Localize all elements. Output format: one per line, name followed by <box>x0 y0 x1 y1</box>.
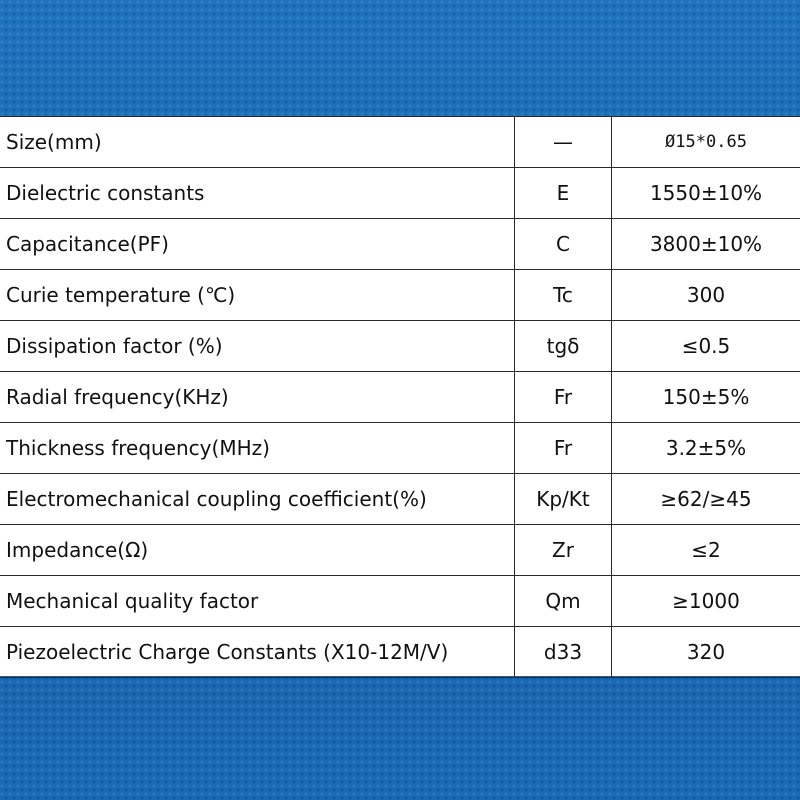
table-row <box>0 576 800 627</box>
parameter-cell: Mechanical quality factor <box>0 576 515 627</box>
value-cell: 150±5% <box>612 372 800 423</box>
parameter-cell: Thickness frequency(MHz) <box>0 423 515 474</box>
value-cell: ≤0.5 <box>612 321 800 372</box>
spec-table <box>0 116 800 678</box>
symbol-cell: Qm <box>515 576 612 627</box>
parameter-cell: Impedance(Ω) <box>0 525 515 576</box>
table-row <box>0 372 800 423</box>
value-cell: 1550±10% <box>612 168 800 219</box>
value-cell: 3800±10% <box>612 219 800 270</box>
parameter-cell: Capacitance(PF) <box>0 219 515 270</box>
spec-sheet <box>0 116 800 676</box>
table-row <box>0 168 800 219</box>
parameter-cell: Piezoelectric Charge Constants (X10-12M/V) <box>0 627 515 678</box>
symbol-cell: Kp/Kt <box>515 474 612 525</box>
symbol-cell: — <box>515 117 612 168</box>
symbol-cell: C <box>515 219 612 270</box>
symbol-cell: E <box>515 168 612 219</box>
symbol-cell: Fr <box>515 372 612 423</box>
value-cell: Ø15*0.65 <box>612 117 800 168</box>
table-row <box>0 117 800 168</box>
table-row <box>0 525 800 576</box>
table-row <box>0 423 800 474</box>
value-cell: 320 <box>612 627 800 678</box>
symbol-cell: Fr <box>515 423 612 474</box>
value-cell: 3.2±5% <box>612 423 800 474</box>
table-row <box>0 270 800 321</box>
table-row <box>0 321 800 372</box>
parameter-cell: Dielectric constants <box>0 168 515 219</box>
value-cell: ≥1000 <box>612 576 800 627</box>
symbol-cell: Zr <box>515 525 612 576</box>
parameter-cell: Radial frequency(KHz) <box>0 372 515 423</box>
parameter-cell: Size(mm) <box>0 117 515 168</box>
table-row <box>0 474 800 525</box>
table-row <box>0 219 800 270</box>
parameter-cell: Electromechanical coupling coefficient(%) <box>0 474 515 525</box>
value-cell: 300 <box>612 270 800 321</box>
symbol-cell: tgδ <box>515 321 612 372</box>
value-cell: ≤2 <box>612 525 800 576</box>
value-cell: ≥62/≥45 <box>612 474 800 525</box>
parameter-cell: Dissipation factor (%) <box>0 321 515 372</box>
symbol-cell: d33 <box>515 627 612 678</box>
table-row <box>0 627 800 678</box>
symbol-cell: Tc <box>515 270 612 321</box>
parameter-cell: Curie temperature (℃) <box>0 270 515 321</box>
